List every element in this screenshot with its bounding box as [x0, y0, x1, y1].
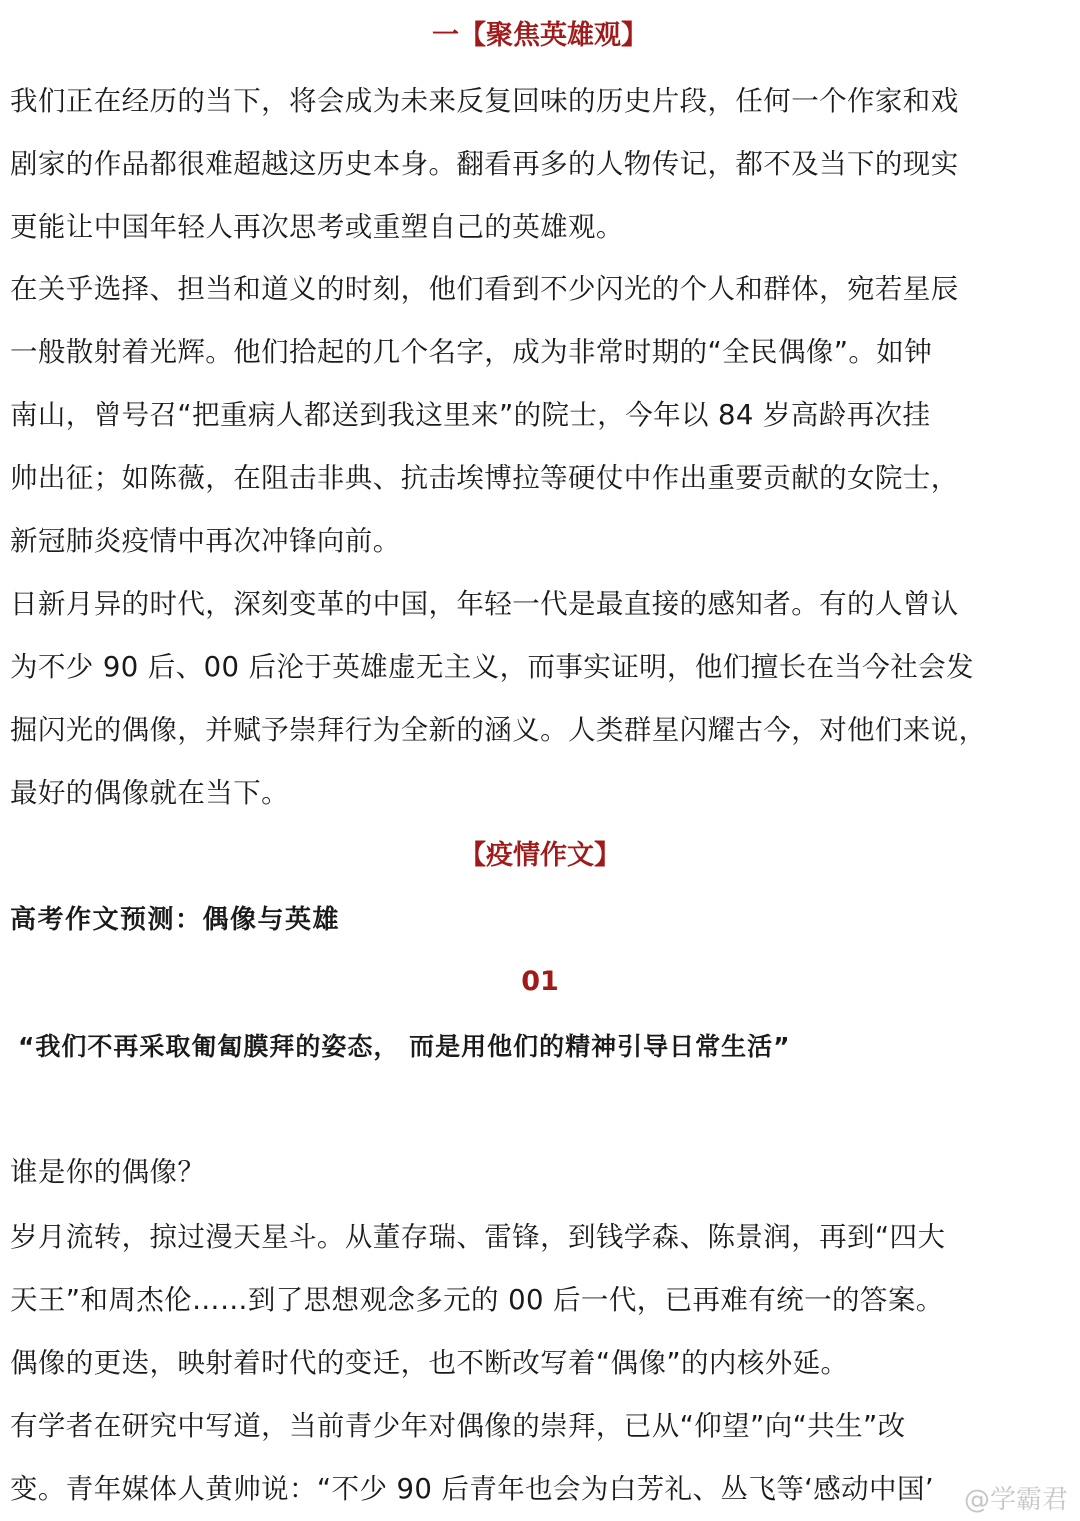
pull-quote: “我们不再采取匍匐膜拜的姿态， 而是用他们的精神引导日常生活” — [18, 1032, 791, 1061]
paragraph-line: 更能让中国年轻人再次思考或重塑自己的英雄观。 — [10, 211, 624, 243]
paragraph-line: 帅出征；如陈薇，在阻击非典、抗击埃博拉等硬仗中作出重要贡献的女院士， — [10, 462, 959, 494]
section-title-essay: 【疫情作文】 — [459, 840, 621, 871]
paragraph-3 — [10, 573, 1072, 825]
paragraph-line: 日新月异的时代，深刻变革的中国，年轻一代是最直接的感知者。有的人曾认 — [10, 588, 959, 620]
subheading: 高考作文预测：偶像与英雄 — [10, 905, 341, 935]
paragraph-line: 在关乎选择、担当和道义的时刻，他们看到不少闪光的个人和群体，宛若星辰 — [10, 273, 959, 305]
paragraph-line: 为不少 90 后、00 后沦于英雄虚无主义，而事实证明，他们擅长在当今社会发 — [10, 651, 974, 683]
paragraph-4 — [10, 1141, 1072, 1204]
paragraph-line: 岁月流转，掠过漫天星斗。从董存瑞、雷锋，到钱学森、陈景润，再到“四大 — [10, 1221, 946, 1253]
paragraph-line: 变。青年媒体人黄帅说：“不少 90 后青年也会为白芳礼、丛飞等‘感动中国’ — [10, 1473, 935, 1505]
paragraph-line: 新冠肺炎疫情中再次冲锋向前。 — [10, 525, 401, 557]
paragraph-line: 南山，曾号召“把重病人都送到我这里来”的院士，今年以 84 岁高龄再次挂 — [10, 399, 931, 431]
paragraph-line: 谁是你的偶像？ — [10, 1156, 206, 1188]
watermark: @学霸君 — [963, 1485, 1068, 1515]
paragraph-line: 天王”和周杰伦……到了思想观念多元的 00 后一代，已再难有统一的答案。 — [10, 1284, 944, 1316]
paragraph-line: 剧家的作品都很难超越这历史本身。翻看再多的人物传记，都不及当下的现实 — [10, 148, 959, 180]
paragraph-line: 有学者在研究中写道，当前青少年对偶像的崇拜，已从“仰望”向“共生”改 — [10, 1410, 906, 1442]
section-title-hero-view: 一【聚焦英雄观】 — [432, 20, 648, 51]
item-number: 01 — [521, 966, 559, 997]
paragraph-line: 偶像的更迭，映射着时代的变迁，也不断改写着“偶像”的内核外延。 — [10, 1347, 849, 1379]
paragraph-5 — [10, 1206, 1072, 1521]
paragraph-line: 最好的偶像就在当下。 — [10, 777, 289, 809]
paragraph-1 — [10, 70, 1072, 259]
paragraph-line: 一般散射着光辉。他们拾起的几个名字，成为非常时期的“全民偶像”。如钟 — [10, 336, 933, 368]
paragraph-line: 掘闪光的偶像，并赋予崇拜行为全新的涵义。人类群星闪耀古今，对他们来说， — [10, 714, 987, 746]
paragraph-line: 我们正在经历的当下，将会成为未来反复回味的历史片段，任何一个作家和戏 — [10, 85, 959, 117]
paragraph-2 — [10, 258, 1072, 573]
